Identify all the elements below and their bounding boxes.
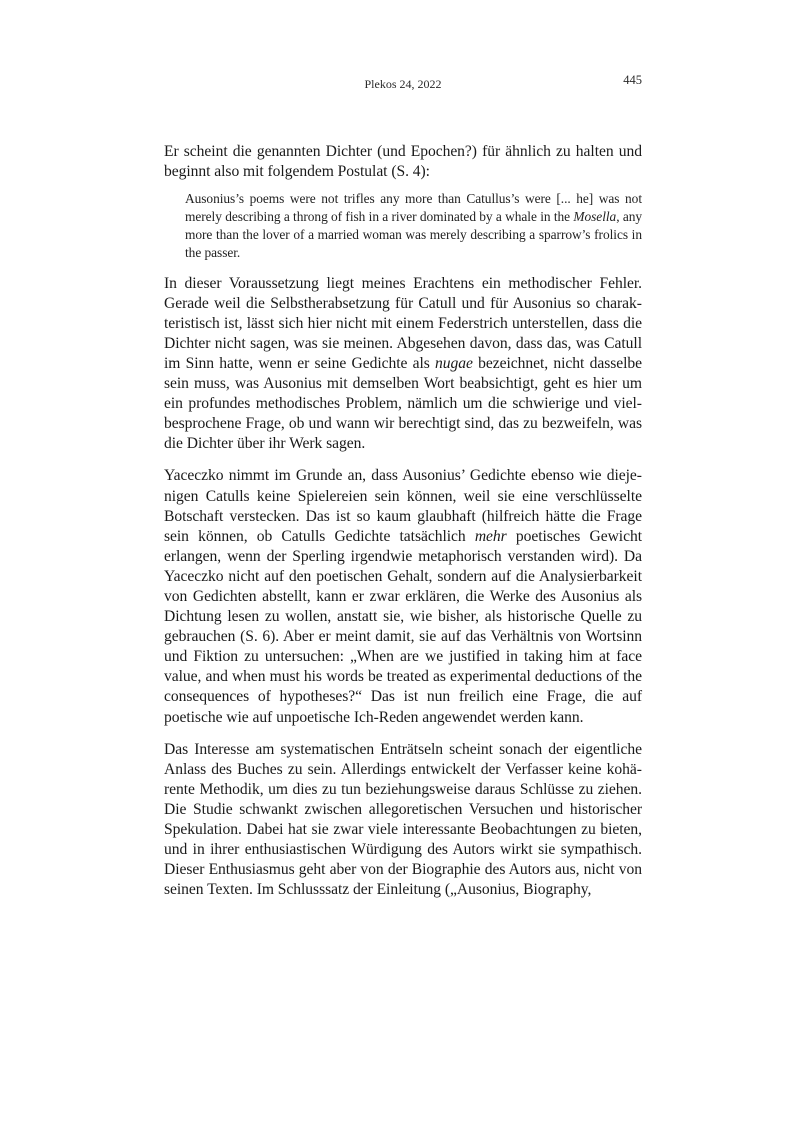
quote-text-end: , any more than the lover of a married woman was merely describing a sparrow’s frolics in the passer. xyxy=(185,209,643,261)
quote-italic-title: Mosella xyxy=(573,209,617,225)
page-number: 445 xyxy=(623,73,642,87)
journal-citation: Plekos 24, 2022 xyxy=(364,77,442,91)
paragraph-yaceczko xyxy=(164,466,642,727)
paragraph-text-start: Yaceczko nimmt im Grunde an, dass Ausonius’ Gedichte ebenso wie diejenigen Catulls keine Spielereien sein können, weil sie eine verschlüsselte Botschaft verstecken. Das ist so kaum glaubhaft (hilfreich hätte die Frage sein können, ob Catulls Gedichte tatsächlich xyxy=(164,467,642,545)
italic-term-mehr: mehr xyxy=(474,527,507,545)
paragraph-intro: Er scheint die genannten Dichter (und Epochen?) für ähnlich zu halten und beginnt also mit folgendem Postulat (S. 4): xyxy=(164,143,642,181)
paragraph-text-end: poetisches Gewicht erlangen, wenn der Sperling irgendwie metaphorisch verstanden wird). Da Yaceczko nicht auf den poetischen Gehalt, sondern auf die Analysierbarkeit von Gedichten abstellt, kann er zwar erklären, die Werke des Ausonius als Dichtung lesen zu wollen, anstatt sie, wie bisher, als historische Quelle zu gebrauchen (S. 6). Aber er meint damit, sie auf das Verhältnis von Wortsinn und Fiktion zu untersuchen: „When are we justified in taking him at face value, and when must his words be treated as experimental deductions of the consequences of hypotheses?“ Das ist nun freilich eine Frage, die auf poetische wie auf unpoetische Ich-Reden angewendet werden kann. xyxy=(164,527,642,726)
italic-term-nugae: nugae xyxy=(435,354,473,372)
paragraph-text-start: In dieser Voraussetzung liegt meines Erachtens ein methodischer Fehler. Gerade weil die Selbstherabsetzung für Catull und für Ausonius so charakteristisch ist, lässt sich hier nicht mit einem Federstrich unterstellen, dass die Dichter nicht sagen, was sie meinen. Abgesehen davon, dass das, was Catull im Sinn hatte, wenn er seine Gedichte als xyxy=(164,274,642,372)
paragraph-text-end: bezeichnet, nicht dasselbe sein muss, was Ausonius mit demselben Wort beabsichtigt, geht es hier um ein profundes methodisches Problem, nämlich um die schwierige und vielbesprochene Frage, ob und wann wir berechtigt sind, das zu bezweifeln, was die Dichter über ihr Werk sagen. xyxy=(164,354,642,453)
paragraph-methodological-error xyxy=(164,274,642,455)
quote-text-start: Ausonius’s poems were not trifles any more than Catullus’s were [... he] was not merely describing a throng of fish in a river dominated by a whale in the xyxy=(185,191,642,225)
running-header xyxy=(164,73,642,93)
body-text xyxy=(164,142,642,912)
paragraph-interest: Das Interesse am systematischen Enträtseln scheint sonach der eigentliche Anlass des Buches zu sein. Allerdings entwickelt der Verfasser keine kohärente Methodik, um dies zu tun beziehungsweise daraus Schlüsse zu ziehen. Die Studie schwankt zwischen allegoretischen Versuchen und historischer Spekulation. Dabei hat sie zwar viele interessante Beobachtungen zu bieten, und in ihrer enthusiastischen Würdigung des Autors wirkt sie sympathisch. Dieser Enthusiasmus geht aber von der Biographie des Autors aus, nicht von seinen Texten. Im Schlusssatz der Einleitung („Ausonius, Biography, xyxy=(164,740,642,899)
block-quote xyxy=(185,190,642,262)
